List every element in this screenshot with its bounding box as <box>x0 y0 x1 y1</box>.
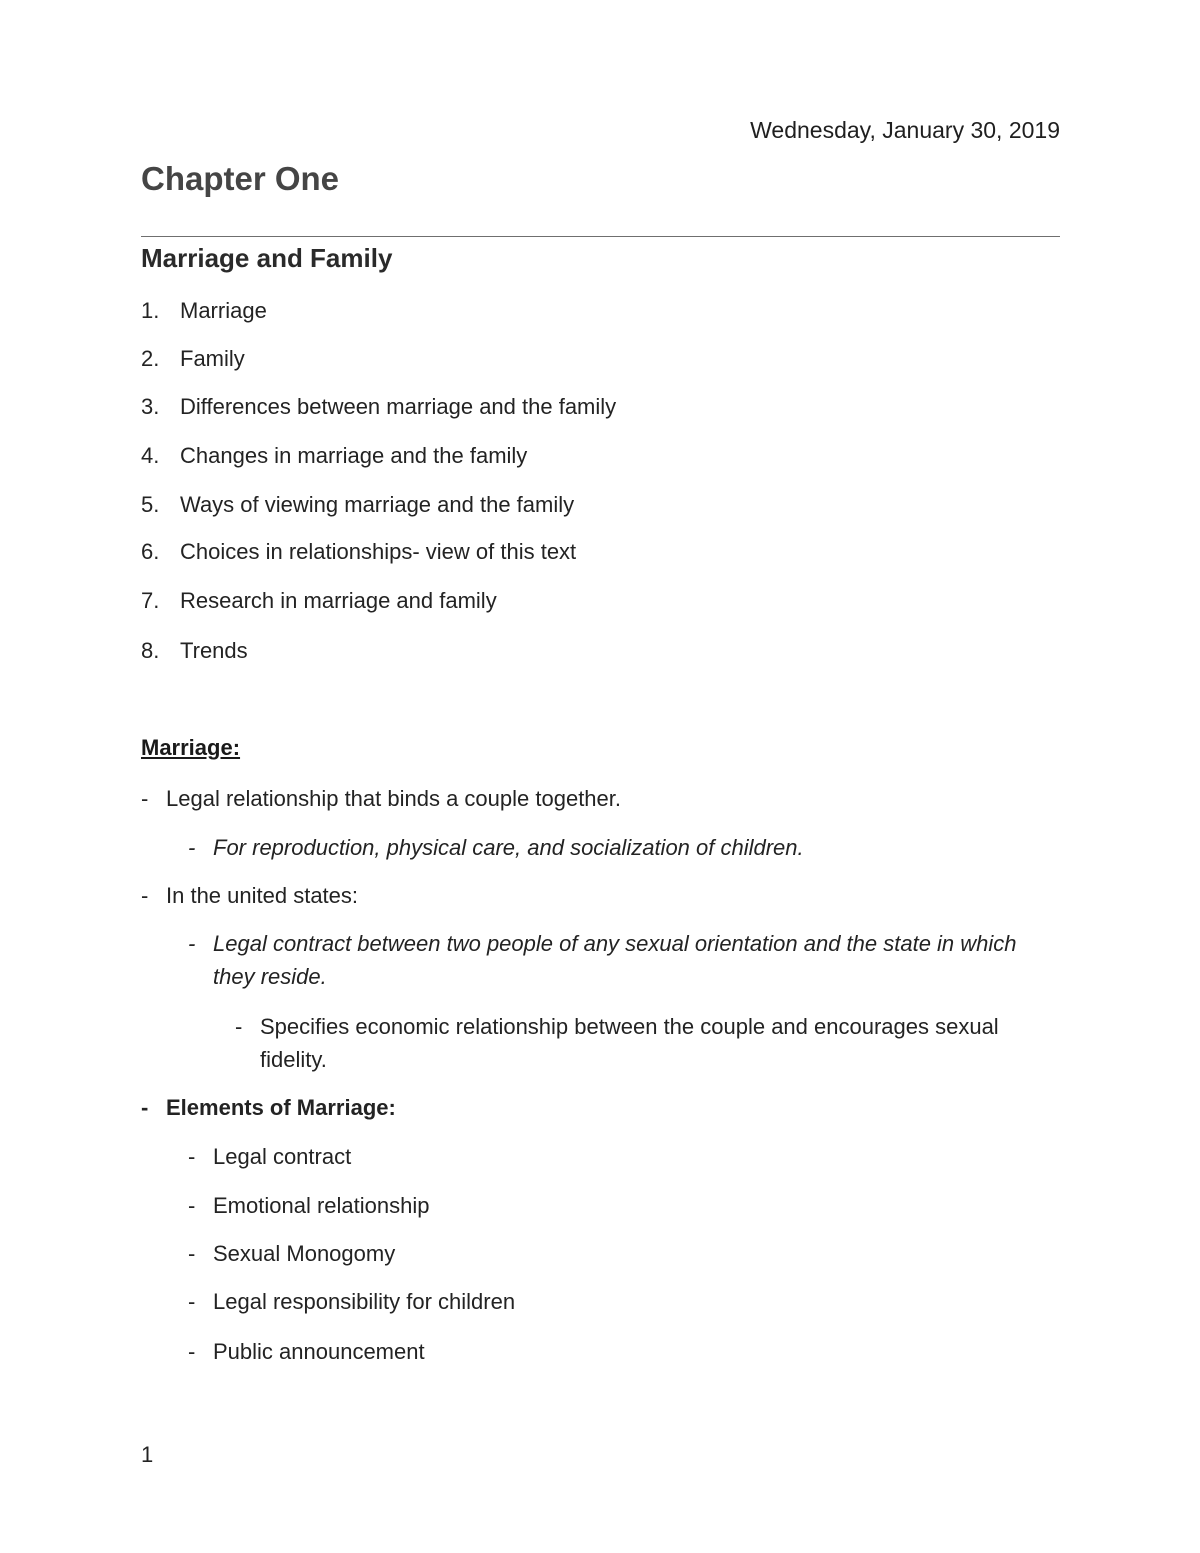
bullet-text: For reproduction, physical care, and socialization of children. <box>213 835 804 860</box>
list-number: 5. <box>141 492 160 517</box>
list-item-text: Changes in marriage and the family <box>180 443 528 468</box>
dash-bullet: - <box>188 1193 196 1218</box>
bullet-text: Legal contract <box>213 1144 352 1169</box>
bullet-text: Specifies economic relationship between the couple and encourages sexual fidelity. <box>260 1014 999 1072</box>
bullet-text: Legal responsibility for children <box>213 1289 516 1314</box>
list-item <box>141 588 497 614</box>
bullet-text: Sexual Monogomy <box>213 1241 396 1266</box>
list-number: 6. <box>141 539 160 564</box>
list-item-text: Family <box>180 346 245 371</box>
page-number: 1 <box>141 1442 154 1467</box>
dash-bullet: - <box>235 1014 243 1039</box>
bullet-item <box>141 782 1046 815</box>
bullet-item <box>188 1285 1043 1318</box>
list-item <box>141 443 527 469</box>
bullet-item <box>188 1237 1043 1270</box>
dash-bullet: - <box>188 1339 196 1364</box>
chapter-title: Chapter One <box>141 160 340 197</box>
list-item-text: Marriage <box>180 298 267 323</box>
bullet-text: Legal contract between two people of any sexual orientation and the state in which they reside. <box>213 931 1017 989</box>
bullet-item <box>141 879 1046 912</box>
horizontal-divider <box>141 236 1060 237</box>
list-number: 2. <box>141 346 160 371</box>
list-item-text: Choices in relationships- view of this text <box>180 539 577 564</box>
bullet-item <box>235 1010 1020 1076</box>
document-date: Wednesday, January 30, 2019 <box>750 117 1060 143</box>
list-number: 1. <box>141 298 160 323</box>
bullet-item <box>188 1189 1043 1222</box>
dash-bullet: - <box>188 1241 196 1266</box>
list-item <box>141 492 574 518</box>
dash-bullet: - <box>141 786 149 811</box>
list-number: 8. <box>141 638 160 663</box>
bullet-text: Public announcement <box>213 1339 425 1364</box>
list-item-text: Ways of viewing marriage and the family <box>180 492 575 517</box>
list-number: 3. <box>141 394 160 419</box>
bullet-text: Legal relationship that binds a couple together. <box>166 786 621 811</box>
dash-bullet: - <box>141 1095 149 1120</box>
bullet-item <box>141 1091 1046 1124</box>
list-item <box>141 346 245 372</box>
bullet-text: In the united states: <box>166 883 359 908</box>
bullet-item <box>188 831 1043 864</box>
list-number: 4. <box>141 443 160 468</box>
bullet-text: Emotional relationship <box>213 1193 430 1218</box>
dash-bullet: - <box>188 1144 196 1169</box>
section-subtitle: Marriage and Family <box>141 243 393 273</box>
dash-bullet: - <box>188 1289 196 1314</box>
bullet-item <box>188 1335 1043 1368</box>
dash-bullet: - <box>141 883 149 908</box>
list-item-text: Research in marriage and family <box>180 588 497 613</box>
dash-bullet: - <box>188 835 196 860</box>
list-item <box>141 539 576 565</box>
list-item <box>141 298 267 324</box>
list-item-text: Differences between marriage and the family <box>180 394 617 419</box>
marriage-heading: Marriage: <box>141 735 241 760</box>
list-item <box>141 394 616 420</box>
list-item-text: Trends <box>180 638 248 663</box>
bullet-text: Elements of Marriage: <box>166 1095 396 1120</box>
list-number: 7. <box>141 588 160 613</box>
dash-bullet: - <box>188 931 196 956</box>
list-item <box>141 638 248 664</box>
bullet-item <box>188 927 1043 993</box>
bullet-item <box>188 1140 1043 1173</box>
